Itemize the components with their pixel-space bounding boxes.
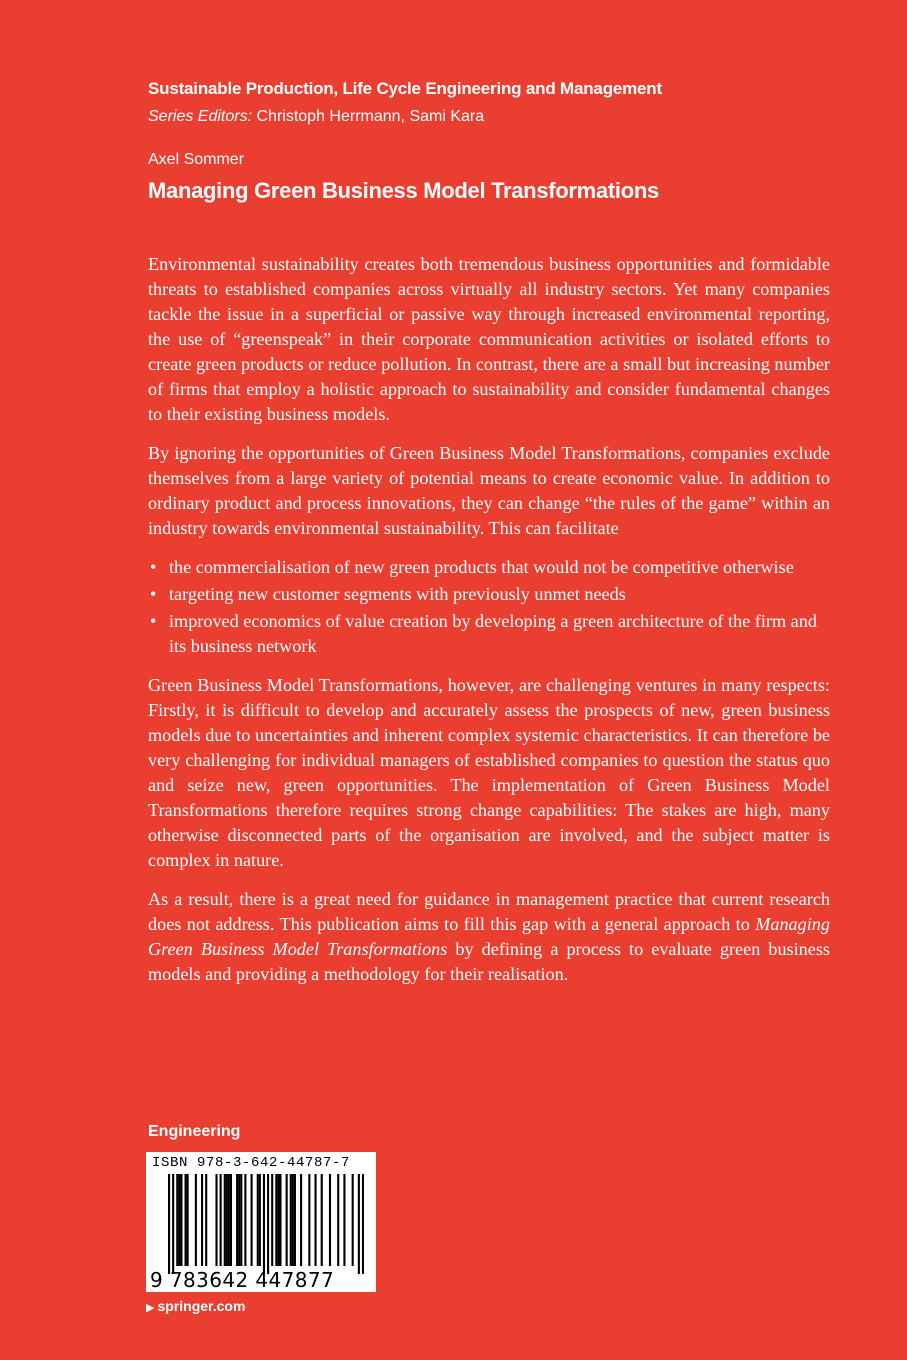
barcode-bar: [220, 1174, 222, 1266]
barcode-bar: [244, 1174, 246, 1266]
author-name: Axel Sommer: [148, 151, 245, 168]
barcode-bar: [263, 1174, 265, 1274]
barcode-bar: [251, 1174, 253, 1266]
barcode-bar: [238, 1174, 240, 1266]
paragraph-1: Environmental sustainability creates both tremendous business opportunities and formidable threats to established companies across virtually all industry sectors. Yet many companies tackle the issue in a superficial or passive way through increased environmental reporting, the use of “greenspeak” in their corporate communication activities or isolated efforts to create green products or reduce pollution. In contrast, there are a small but increasing number of firms that employ a holistic approach to sustainability and consider fundamental changes to their existing business models.: [148, 254, 830, 424]
series-title: Sustainable Production, Life Cycle Engineering and Management: [148, 79, 662, 98]
barcode-bar: [300, 1174, 302, 1266]
barcode-bar: [168, 1174, 170, 1274]
barcode-bar: [228, 1174, 230, 1266]
barcode-bar: [358, 1174, 360, 1274]
barcode-bar: [259, 1174, 261, 1266]
barcode-bar: [294, 1174, 296, 1266]
barcode-bar: [187, 1174, 189, 1266]
barcode-bar: [308, 1174, 310, 1266]
arrow-right-icon: ▶: [146, 1302, 155, 1314]
barcode-bar: [195, 1174, 197, 1266]
barcode-bar: [257, 1174, 259, 1266]
paragraph-3: Green Business Model Transformations, however, are challenging ventures in many respects: Firstly, it is difficult to develop and accurately assess the prospects of new, green business models due to uncertainties and inherent complex systemic characteristics. It can therefore be very challenging for individual managers of established companies to question the status quo and seize new, green opportunities. The implementation of Green Business Model Transformations therefore requires strong change capabilities: The stakes are high, many otherwise disconnected parts of the organisation are involved, and the subject matter is complex in nature.: [148, 675, 830, 870]
isbn-label: ISBN 978-3-642-44787-7: [152, 1155, 351, 1171]
barcode-bars: [168, 1174, 364, 1274]
barcode-bar: [314, 1174, 316, 1266]
barcode-bar: [321, 1174, 323, 1266]
barcode-bar: [236, 1174, 238, 1266]
barcode-bar: [215, 1174, 217, 1266]
barcode-bar: [343, 1174, 345, 1266]
series-editors-label: Series Editors:: [148, 108, 253, 125]
list-item: • improved economics of value creation by developing a green architecture of the firm and its business network: [148, 609, 830, 659]
barcode-bar: [329, 1174, 331, 1266]
barcode-bar: [176, 1174, 178, 1266]
paragraph-4: [148, 887, 830, 987]
isbn-digits: 9 783642 447877: [150, 1268, 335, 1292]
barcode-bar: [201, 1174, 203, 1266]
series-editors: [148, 108, 484, 126]
barcode-bar: [267, 1174, 269, 1274]
barcode-bar: [271, 1174, 273, 1266]
barcode-bar: [292, 1174, 294, 1266]
barcode-bar: [277, 1174, 279, 1266]
paragraph-4-start: As a result, there is a great need for guidance in management practice that current research does not address. This publication aims to fill this gap with a general approach to: [148, 889, 830, 934]
website-text: springer.com: [157, 1298, 246, 1314]
paragraph-2: By ignoring the opportunities of Green Business Model Transformations, companies exclude themselves from a large variety of potential means to create economic value. In addition to ordinary product and process innovations, they can change “the rules of the game” within an industry towards environmental sustainability. This can facilitate: [148, 443, 830, 538]
paragraph-4-end: by defining a process to evaluate green business models and providing a methodology for their realisation.: [148, 939, 830, 984]
blurb-text: [148, 252, 830, 1001]
barcode-bar: [226, 1174, 228, 1266]
barcode-bar: [205, 1174, 207, 1266]
list-item: • targeting new customer segments with previously unmet needs: [148, 582, 830, 607]
publisher-website: [146, 1298, 245, 1314]
barcode-bar: [178, 1174, 180, 1266]
barcode-bar: [362, 1174, 364, 1274]
barcode-bar: [180, 1174, 182, 1266]
barcode-bar: [279, 1174, 281, 1266]
barcode-bar: [337, 1174, 339, 1266]
barcode-bar: [240, 1174, 242, 1266]
barcode-bar: [230, 1174, 232, 1266]
barcode-bar: [352, 1174, 354, 1266]
series-editors-names: Christoph Herrmann, Sami Kara: [256, 108, 485, 125]
list-item: • the commercialisation of new green products that would not be competitive otherwise: [148, 555, 830, 580]
emphasized-title: Managing Green Business Model Transformations: [148, 914, 830, 959]
subject-category: Engineering: [148, 1123, 241, 1140]
book-title: Managing Green Business Model Transformations: [148, 178, 659, 203]
barcode-bar: [290, 1174, 292, 1266]
barcode-bar: [224, 1174, 226, 1266]
barcode-bar: [172, 1174, 174, 1274]
benefit-list: [148, 555, 830, 659]
isbn-barcode: [146, 1152, 376, 1292]
barcode-bar: [286, 1174, 288, 1266]
barcode-bar: [185, 1174, 187, 1266]
barcode-bar: [275, 1174, 277, 1266]
